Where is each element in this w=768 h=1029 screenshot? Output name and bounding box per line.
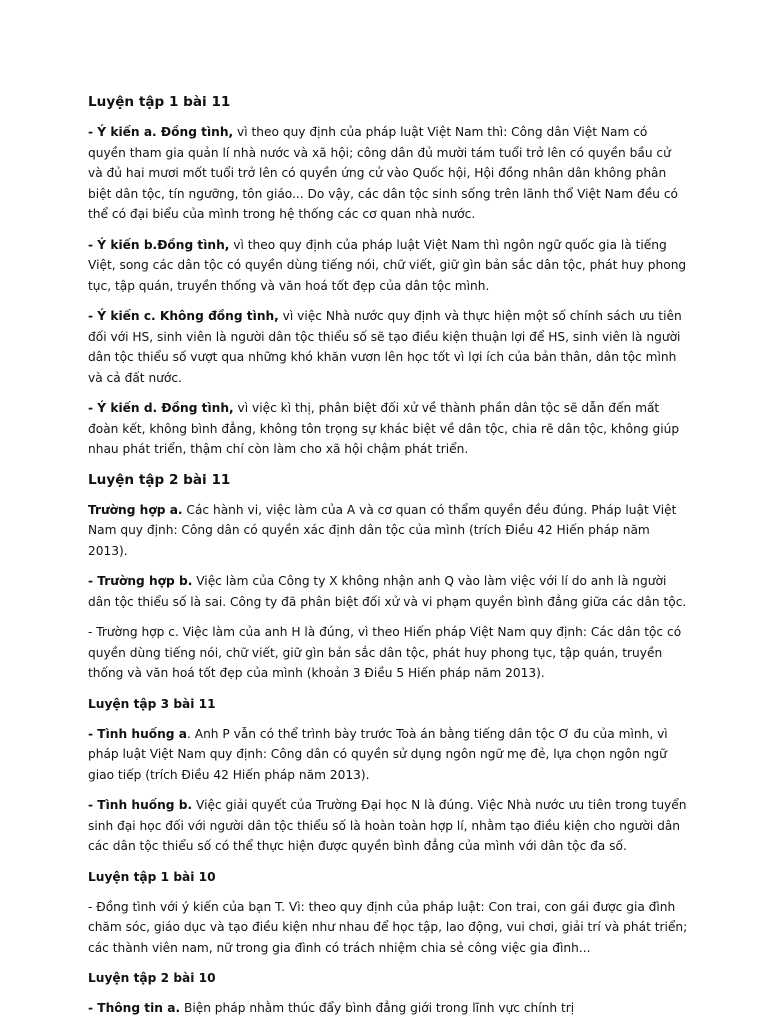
paragraph <box>88 235 688 297</box>
paragraph-text: Việc giải quyết của Trường Đại học N là đúng. Việc Nhà nước ưu tiên trong tuyển sinh đại học đối với người dân tộc thiểu số là hoàn toàn hợp lí, nhằm tạo điều kiện cho người dân các dân tộc thiểu số có thể thực hiện được quyền bình đẳng của mình với dân tộc đa số. <box>88 798 687 853</box>
section-luyen-tap-1-bai-11 <box>88 92 688 460</box>
section-heading: Luyện tập 1 bài 11 <box>88 94 231 110</box>
paragraph-lead: - Trường hợp b. <box>88 574 193 588</box>
paragraph <box>88 500 688 562</box>
paragraph-lead: - Ý kiến c. Không đồng tình, <box>88 309 279 323</box>
paragraph-text: vì theo quy định của pháp luật Việt Nam thì ngôn ngữ quốc gia là tiếng Việt, song các dân tộc có quyền dùng tiếng nói, chữ viết, giữ gìn bản sắc dân tộc, phát huy phong tục, tập quán, truyền thống và văn hoá tốt đẹp của dân tộc mình. <box>88 237 687 293</box>
paragraph-text: Việc làm của Công ty X không nhận anh Q vào làm việc với lí do anh là người dân tộc thiểu số là sai. Công ty đã phân biệt đối xử và vi phạm quyền bình đẳng giữa các dân tộc. <box>88 574 687 609</box>
paragraph-lead: - Ý kiến a. Đồng tình, <box>88 125 234 139</box>
document-page <box>88 92 688 1029</box>
paragraph-lead: - Ý kiến d. Đồng tình, <box>88 401 234 415</box>
section-luyen-tap-1-bai-10 <box>88 867 688 959</box>
paragraph-text: vì việc Nhà nước quy định và thực hiện một số chính sách ưu tiên đối với HS, sinh viên là người dân tộc thiểu số sẽ tạo điều kiện thuận lợi để HS, sinh viên là người dân tộc thiểu số vượt qua những khó khăn vươn lên học tốt vì lợi ích của bản thân, dân tộc mình và cả đất nước. <box>88 309 682 385</box>
paragraph <box>88 724 688 786</box>
section-heading: Luyện tập 2 bài 11 <box>88 471 231 488</box>
paragraph <box>88 306 688 388</box>
paragraph-lead: Trường hợp a. <box>88 502 183 517</box>
section-luyen-tap-2-bai-11 <box>88 470 688 684</box>
paragraph <box>88 571 688 612</box>
paragraph-text: . Anh P vẫn có thể trình bày trước Toà án bằng tiếng dân tộc Ơ đu của mình, vì pháp luật Việt Nam quy định: Công dân có quyền sử dụng ngôn ngữ mẹ đẻ, lựa chọn ngôn ngữ giao tiếp (trích Điều 42 Hiến pháp năm 2013). <box>88 726 668 782</box>
section-heading: Luyện tập 2 bài 10 <box>88 971 216 985</box>
section-heading: Luyện tập 3 bài 11 <box>88 696 216 711</box>
paragraph-lead: - Thông tin a. <box>88 1001 181 1015</box>
paragraph <box>88 622 688 684</box>
section-heading: Luyện tập 1 bài 10 <box>88 869 216 884</box>
paragraph-text: - Đồng tình với ý kiến của bạn T. Vì: theo quy định của pháp luật: Con trai, con gái được gia đình chăm sóc, giáo dục và tạo điều kiện như nhau để học tập, lao động, vui chơi, giải trí và phát triển; các thành viên nam, nữ trong gia đình có trách nhiệm chia sẻ công việc gia đình... <box>88 899 688 955</box>
section-luyen-tap-3-bai-11 <box>88 694 688 857</box>
paragraph-text: - Trường hợp c. Việc làm của anh H là đúng, vì theo Hiến pháp Việt Nam quy định: Các dân tộc có quyền dùng tiếng nói, chữ viết, giữ gìn bản sắc dân tộc, phát huy phong tục, tập quán, truyền thống và văn hoá tốt đẹp của mình (khoản 3 Điều 5 Hiến pháp năm 2013). <box>88 625 682 680</box>
paragraph <box>88 398 688 460</box>
paragraph-lead: - Tình huống a <box>88 726 187 741</box>
paragraph-lead: - Tình huống b. <box>88 798 193 812</box>
paragraph <box>88 998 688 1019</box>
paragraph-text: vì việc kì thị, phân biệt đối xử về thành phần dân tộc sẽ dẫn đến mất đoàn kết, không bình đẳng, không tôn trọng sự khác biệt về dân tộc, chia rẽ dân tộc, không giúp nhau phát triển, thậm chí còn làm cho xã hội chậm phát triển. <box>88 401 680 456</box>
section-luyen-tap-2-bai-10 <box>88 968 688 1019</box>
paragraph-lead: - Ý kiến b.Đồng tình, <box>88 237 230 252</box>
paragraph-text: Biện pháp nhằm thúc đẩy bình đẳng giới trong lĩnh vực chính trị <box>180 1001 575 1015</box>
paragraph-text: Các hành vi, việc làm của A và cơ quan có thẩm quyền đều đúng. Pháp luật Việt Nam quy định: Công dân có quyền xác định dân tộc của mình (trích Điều 42 Hiến pháp năm 2013). <box>88 502 677 558</box>
paragraph-text: vì theo quy định của pháp luật Việt Nam thì: Công dân Việt Nam có quyền tham gia quản lí nhà nước và xã hội; công dân đủ mười tám tuổi trở lên có quyền bầu cử và đủ hai mươi mốt tuổi trở lên có quyền ứng cử vào Quốc hội, Hội đồng nhân dân không phân biệt dân tộc, tín ngưỡng, tôn giáo... Do vậy, các dân tộc sinh sống trên lãnh thổ Việt Nam đều có thể có đại biểu của mình trong hệ thống các cơ quan nhà nước. <box>88 125 679 221</box>
paragraph <box>88 122 688 225</box>
paragraph <box>88 897 688 959</box>
paragraph <box>88 795 688 857</box>
